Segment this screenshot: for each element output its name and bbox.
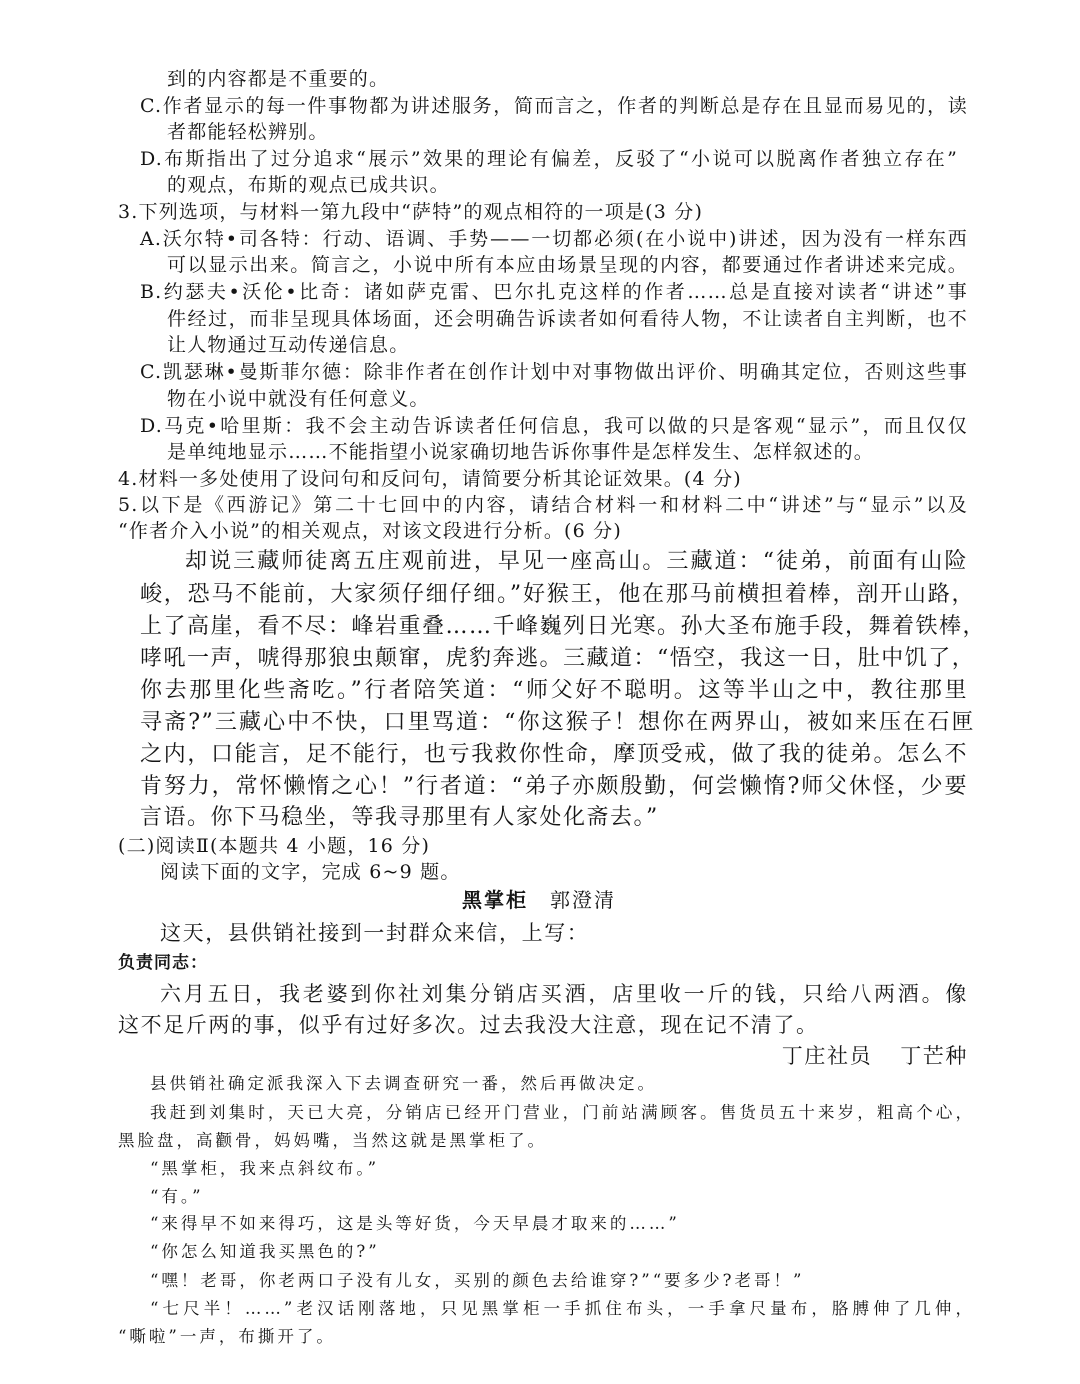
narrative-line: 县供销社确定派我深入下去调查研究一番，然后再做决定。 [150,1074,657,1093]
excerpt-line: 哮吼一声，唬得那狼虫颠窜，虎豹奔逃。三藏道：“悟空，我这一日，肚中饥了， [140,646,976,671]
excerpt-line: 言语。你下马稳坐，等我寻那里有人家处化斋去。” [140,805,659,830]
q3-option-b-line1: B.约瑟夫•沃伦•比奇：诸如萨克雷、巴尔扎克这样的作者……总是直接对读者“讲述”事 [140,281,968,303]
excerpt-line: 峻，恐马不能前，大家须仔细仔细。”好猴王，他在那马前横担着棒，剖开山路， [140,582,975,607]
q3-option-d-line2: 是单纯地显示……不能指望小说家确切地告诉你事件是怎样发生、怎样叙述的。 [167,441,875,463]
excerpt-line: 寻斋?”三藏心中不快，口里骂道：“你这猴子！想你在两界山，被如来压在石匣 [140,710,975,735]
excerpt-line: 你去那里化些斋吃。”行者陪笑道：“师父好不聪明。这等半山之中，教往那里 [140,678,968,703]
narrative-line: 我赶到刘集时，天已大亮，分销店已经开门营业，门前站满顾客。售货员五十来岁，粗高个心， [150,1103,975,1122]
q3-stem: 3.下列选项，与材料一第九段中“萨特”的观点相符的一项是(3 分) [118,201,704,223]
q3-option-c-line2: 物在小说中就没有任何意义。 [167,388,430,410]
q3-option-d-line1: D.马克•哈里斯：我不会主动告诉读者任何信息，我可以做的只是客观“显示”，而且仅仅 [140,415,968,437]
narrative-line: “有。” [150,1187,204,1206]
excerpt-line: 却说三藏师徒离五庄观前进，早见一座高山。三藏道：“徒弟，前面有山险 [185,549,968,574]
q5-stem-line2: “作者介入小说”的相关观点，对该文段进行分析。(6 分) [118,520,622,542]
signature-name: 丁芒种 [900,1044,968,1068]
q3-option-a-line1: A.沃尔特•司各特：行动、语调、手势——一切都必须(在小说中)讲述，因为没有一样东西 [140,228,968,250]
excerpt-line: 之内，口能言，足不能行，也亏我救你性命，摩顶受戒，做了我的徒弟。怎么不 [140,742,968,767]
letter-body-line1: 六月五日，我老婆到你社刘集分销店买酒，店里收一斤的钱，只给八两酒。像 [160,982,968,1006]
q3-option-b-line3: 让人物通过互动传递信息。 [167,334,410,356]
narrative-line: 黑脸盘，高颧骨，妈妈嘴，当然这就是黑掌柜了。 [118,1131,547,1150]
narrative-line: “黑掌柜，我来点斜纹布。” [150,1159,380,1178]
section2-heading: (二)阅读Ⅱ(本题共 4 小题，16 分) [118,835,431,857]
excerpt-line: 肯努力，常怀懒惰之心！”行者道：“弟子亦颇殷勤，何尝懒惰?师父休怪，少要 [140,774,968,799]
q3-option-a-line2: 可以显示出来。简言之，小说中所有本应由场景呈现的内容，都要通过作者讲述来完成。 [167,254,968,276]
story-intro: 这天，县供销社接到一封群众来信，上写： [160,921,590,945]
q2-option-c-line2: 者都能轻松辨别。 [167,121,329,143]
q2-option-b-tail: 到的内容都是不重要的。 [167,68,390,90]
narrative-line: “嘿！老哥，你老两口子没有儿女，买别的颜色去给谁穿?”“要多少?老哥！” [150,1271,805,1290]
q3-option-b-line2: 件经过，而非呈现具体场面，还会明确告诉读者如何看待人物，不让读者自主判断，也不 [167,308,968,330]
narrative-line: “嘶啦”一声，布撕开了。 [118,1327,336,1346]
q2-option-c-line1: C.作者显示的每一件事物都为讲述服务，简而言之，作者的判断总是存在且显而易见的，读 [140,95,968,117]
q3-option-c-line1: C.凯瑟琳•曼斯菲尔德：除非作者在创作计划中对事物做出评价、明确其定位，否则这些事 [140,361,968,383]
q4-stem: 4.材料一多处使用了设问句和反问句，请简要分析其论证效果。(4 分) [118,468,742,490]
narrative-line: “七尺半！……”老汉话刚落地，只见黑掌柜一手抓住布头，一手拿尺量布，胳膊伸了几伸， [150,1299,975,1318]
q2-option-d-line2: 的观点，布斯的观点已成共识。 [167,174,450,196]
q5-stem-line1: 5.以下是《西游记》第二十七回中的内容，请结合材料一和材料二中“讲述”与“显示”以及 [118,494,968,516]
narrative-line: “来得早不如来得巧，这是头等好货，今天早晨才取来的……” [150,1214,680,1233]
narrative-line: “你怎么知道我买黑色的?” [150,1242,380,1261]
story-title-row [462,890,616,910]
signature-role: 丁庄社员 [781,1044,873,1068]
letter-salutation: 负责同志： [118,953,208,973]
letter-body-line2: 这不足斤两的事，似乎有过好多次。过去我没大注意，现在记不清了。 [118,1013,819,1037]
q2-option-d-line1: D.布斯指出了过分追求“展示”效果的理论有偏差，反驳了“小说可以脱离作者独立存在” [140,148,958,170]
excerpt-line: 上了高崖，看不尽：峰岩重叠……千峰巍列日光寒。孙大圣布施手段，舞着铁棒， [140,614,987,639]
story-title: 黑掌柜 [462,888,528,912]
letter-signature [782,1046,968,1067]
section2-instruction: 阅读下面的文字，完成 6~9 题。 [160,861,461,883]
story-author: 郭澄清 [550,888,616,912]
